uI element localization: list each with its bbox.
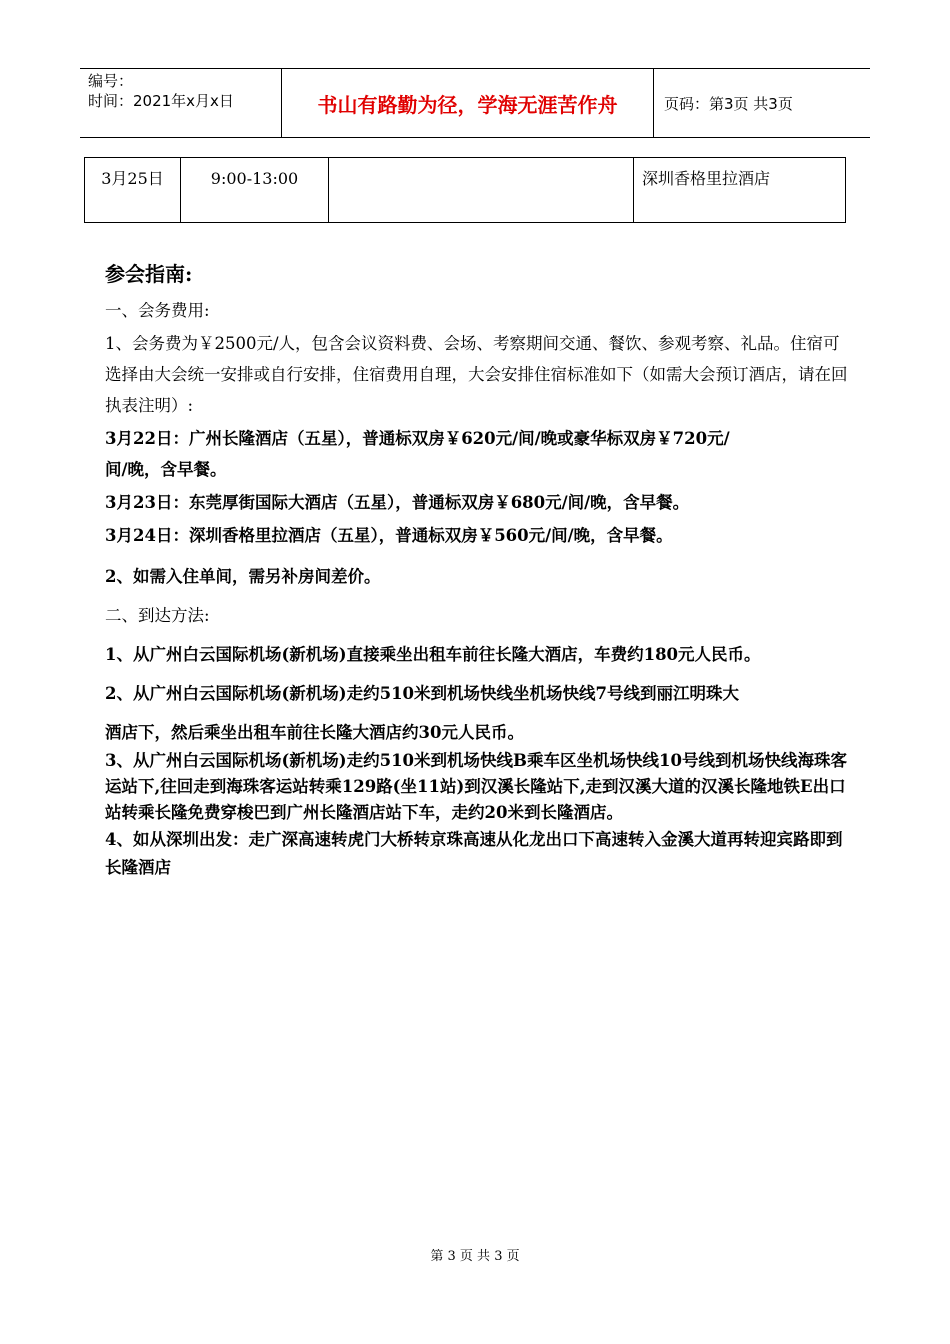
header-motto-cell — [282, 69, 654, 137]
hotel-22-line2: 间/晚，含早餐。 — [105, 460, 227, 479]
header-page-info: 页码：第3页 共3页 — [664, 94, 793, 113]
hotel-23: 3月23日：东莞厚街国际大酒店（五星），普通标双房￥680元/间/晚，含早餐。 — [105, 493, 690, 512]
guide-title: 参会指南: — [105, 262, 193, 286]
route-1: 1、从广州白云国际机场(新机场)直接乘坐出租车前往长隆大酒店，车费约180元人民币。 — [105, 645, 761, 664]
section-arrival-title: 二、到达方法: — [105, 606, 210, 625]
schedule-date: 3月25日 — [85, 158, 181, 223]
schedule-location: 深圳香格里拉酒店 — [634, 158, 846, 223]
single-room-note: 2、如需入住单间，需另补房间差价。 — [105, 567, 381, 586]
header-motto: 书山有路勤为径，学海无涯苦作舟 — [317, 92, 618, 117]
route-2-line1: 2、从广州白云国际机场(新机场)走约510米到机场快线坐机场快线7号线到丽江明珠大 — [105, 684, 740, 703]
page-header — [80, 68, 870, 138]
table-row — [85, 158, 846, 223]
hotel-22-line1: 3月22日：广州长隆酒店（五星），普通标双房￥620元/间/晚或豪华标双房￥720元/ — [105, 429, 730, 448]
route-4: 4、如从深圳出发：走广深高速转虎门大桥转京珠高速从化龙出口下高速转入金溪大道再转迎宾路即到长隆酒店 — [105, 830, 843, 877]
schedule-content — [329, 158, 634, 223]
route-2-line2: 酒店下，然后乘坐出租车前往长隆大酒店约30元人民币。 — [105, 723, 524, 742]
doc-date: 时间：2021年x月x日 — [88, 92, 234, 110]
section-fees-title: 一、会务费用: — [105, 301, 210, 320]
route-3: 3、从广州白云国际机场(新机场)走约510米到机场快线B乘车区坐机场快线10号线到机场快线海珠客运站下,往回走到海珠客运站转乘129路(坐11站)到汉溪长隆站下,走到汉溪大道的汉溪长隆地铁E出口站转乘长隆免费穿梭巴到广州长隆酒店站下车，走约20米到长隆酒店。 — [105, 751, 847, 822]
page-footer: 第 3 页 共 3 页 — [430, 1249, 520, 1264]
schedule-table — [84, 157, 846, 223]
header-meta — [80, 69, 282, 137]
doc-number-label: 编号： — [88, 72, 134, 90]
fee-paragraph: 1、会务费为￥2500元/人，包含会议资料费、会场、考察期间交通、餐饮、参观考察、礼品。住宿可选择由大会统一安排或自行安排，住宿费用自理，大会安排住宿标准如下（如需大会预订酒店，请在回执表注明）: — [105, 334, 848, 415]
schedule-time: 9:00-13:00 — [181, 158, 329, 223]
guide-section — [105, 258, 855, 882]
hotel-24: 3月24日：深圳香格里拉酒店（五星），普通标双房￥560元/间/晚，含早餐。 — [105, 526, 673, 545]
